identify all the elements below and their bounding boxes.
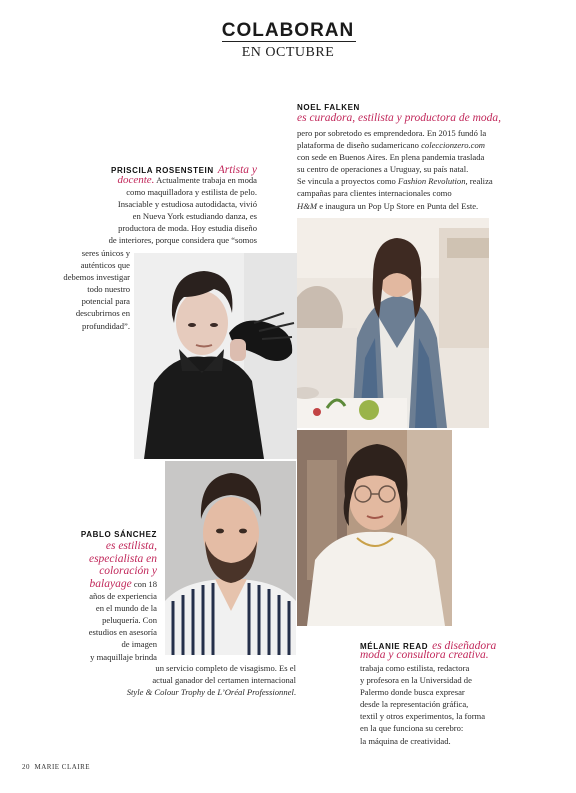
contributor-tagline-melanie: es diseñadora [432, 640, 497, 652]
contributor-bio-pablo [40, 578, 157, 663]
bio-line: desde la representación gráfica, [360, 699, 469, 710]
bio-line: auténticos que [80, 260, 130, 271]
bio-line: pero por sobretodo es emprendedora. En 2015 fundó la [297, 128, 487, 138]
contributor-name-pablo: PABLO SÁNCHEZ [80, 530, 157, 539]
contributor-name-melanie: MÉLANIE READ [360, 642, 429, 651]
contributor-tagline-noel: es curadora, estilista y productora de moda, [297, 112, 502, 124]
contributor-bio-pablo-cont [80, 662, 296, 698]
bio-line: seres únicos y [81, 248, 130, 258]
contributor-bio-priscila [40, 174, 257, 247]
photo-melanie [297, 430, 452, 626]
bio-line: en el mundo de la [95, 603, 157, 614]
bio-line: de interiores, porque considera que “somos [108, 235, 257, 246]
bio-line: campañas para clientes internacionales como [297, 188, 452, 199]
bio-line: peluquería. Con [102, 615, 157, 626]
page-folio: 20 MARIE CLAIRE [22, 763, 91, 771]
bio-line: estudios en asesoría [88, 627, 157, 638]
bio-line: y profesora en la Universidad de [360, 675, 472, 686]
bio-line: todo nuestro [87, 284, 130, 295]
contributor-bio-priscila-cont [30, 247, 130, 332]
bio-line: trabaja como estilista, redactora [360, 663, 470, 673]
contributor-tagline-priscila: Artista y [217, 164, 257, 176]
bio-line: de imagen [121, 639, 157, 650]
photo-priscila [134, 253, 297, 459]
contributor-name-priscila: PRISCILA ROSENSTEIN [111, 166, 214, 175]
page-subtitle: EN OCTUBRE [241, 45, 335, 60]
bio-line: años de experiencia [89, 591, 157, 602]
photo-noel [297, 218, 489, 428]
contributor-name-noel: NOEL FALKEN [297, 103, 360, 112]
bio-line: textil y otros experimentos, la forma [360, 711, 486, 722]
bio-line: descubrirnos en [75, 308, 130, 319]
photo-pablo [165, 461, 296, 655]
bio-line: balayage con 18 [89, 578, 157, 590]
bio-line: productora de moda. Hoy estudia diseño [118, 223, 257, 234]
bio-line: actual ganador del certamen internacional [152, 675, 296, 686]
contributor-bio-noel [297, 127, 537, 212]
bio-line: Palermo donde busca expresar [360, 687, 465, 698]
bio-line: profundidad”. [82, 320, 130, 331]
bio-line: su centro de operaciones a Uruguay, su país natal. [297, 164, 469, 175]
bio-line: Style & Colour Trophy de L’Oréal Professionnel. [126, 687, 296, 698]
bio-line: Se vincula a proyectos como Fashion Revolution, realiza [297, 176, 493, 187]
bio-line: como maquilladora y estilista de pelo. [126, 187, 257, 198]
bio-line: y maquillaje brinda [90, 651, 157, 662]
bio-line: debemos investigar [63, 272, 130, 283]
brand-link: coleccionzero.com [421, 140, 485, 151]
bio-line: la máquina de creatividad. [360, 735, 451, 746]
bio-line: un servicio completo de visagismo. Es el [155, 663, 296, 673]
bio-line: plataforma de diseño sudamericano coleccionzero.com [297, 140, 485, 151]
bio-line: H&M e inaugura un Pop Up Store en Punta del Este. [297, 200, 479, 211]
bio-line: docente. Actualmente trabaja en moda [117, 174, 257, 186]
title-rule [222, 41, 356, 42]
contributor-tagline-melanie-2: moda y consultora creativa. [360, 649, 489, 661]
bio-line: Insaciable y estudiosa autodidacta, vivió [117, 199, 257, 210]
bio-line: en la que funciona su cerebro: [360, 723, 464, 734]
bio-line: con sede en Buenos Aires. En plena pandemia traslada [297, 152, 485, 163]
page-title: COLABORAN [221, 20, 355, 41]
bio-line: potencial para [81, 296, 130, 307]
bio-line: en Nueva York estudiando danza, es [132, 211, 257, 222]
contributor-tagline-pablo: es estilista, especialista en coloración y [88, 540, 157, 577]
contributor-bio-melanie [360, 662, 540, 747]
